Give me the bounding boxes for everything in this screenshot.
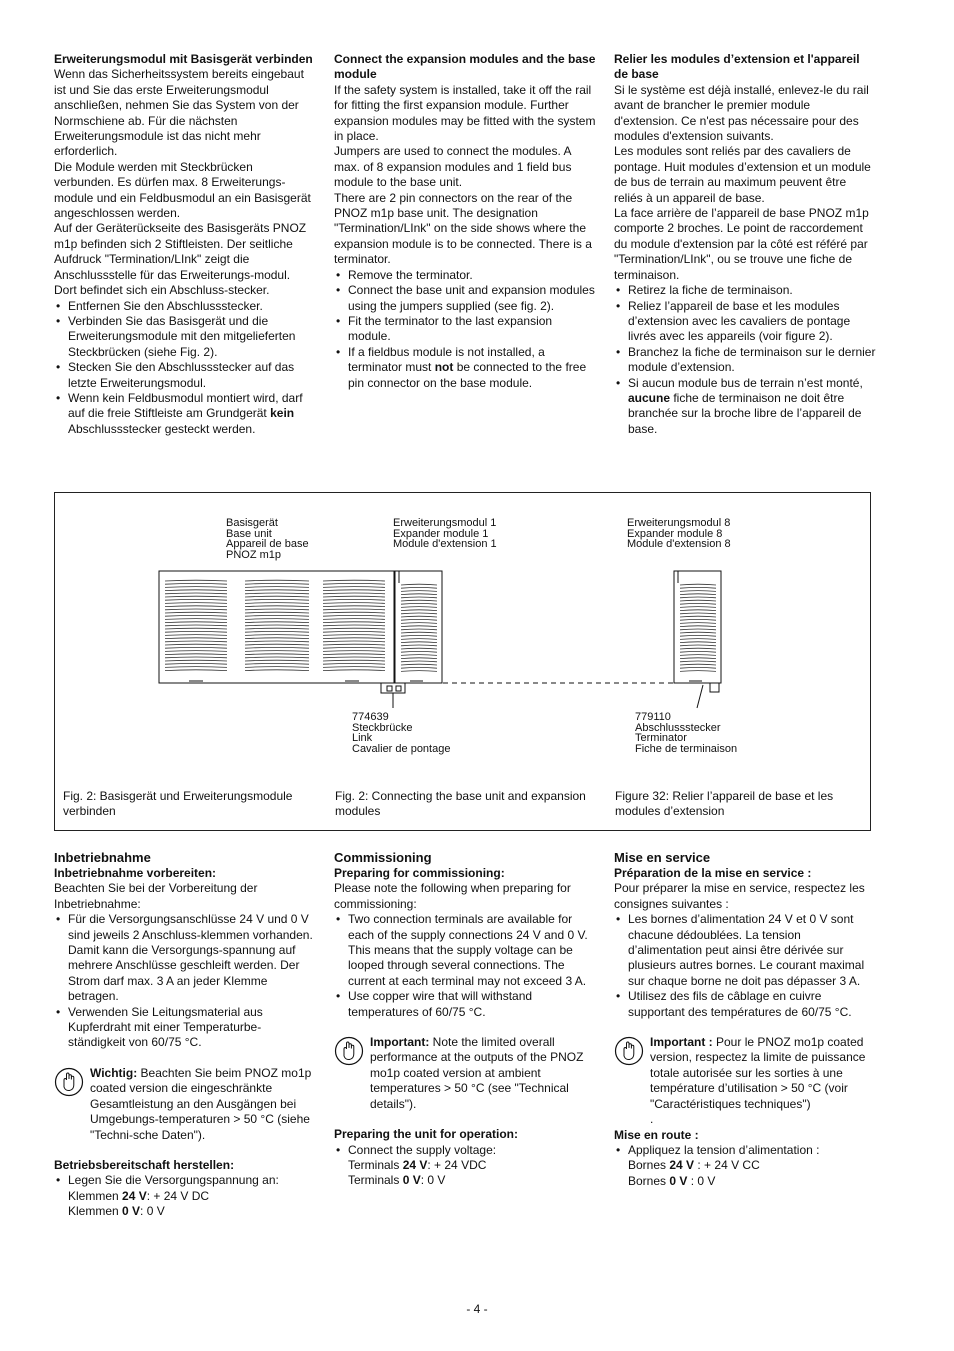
fr-note-text: Pour le PNOZ mo1p coated version, respectez la limite de puissance totale autorisée sur les sorties à une température d’utilisation > 50 °C (voir "Caractéristiques techniques") [650,1035,866,1111]
vent-slot [680,594,716,595]
en-connect-title: Connect the expansion modules and the base module [334,52,596,82]
label-line: Module d'extension 1 [393,538,497,550]
fr-ready-line-24v [628,1158,876,1173]
text: Klemmen [68,1188,123,1203]
list-item [334,345,596,391]
list-item [334,1143,596,1189]
vent-slot [680,623,716,624]
vent-slot [401,667,437,668]
vent-slot [245,612,309,613]
vent-slot [401,651,437,652]
vent-slot [680,639,716,640]
vent-slot [245,631,309,632]
vent-slot [401,648,437,649]
vent-slot [680,616,716,617]
fr-last-post: fiche de terminaison ne doit être branchée sur la broche libre de l’appareil de base. [628,390,862,436]
vent-slot [323,590,385,591]
vent-slot [680,645,716,646]
vent-slot [323,641,385,642]
text: : 0 V [140,1204,165,1219]
fr-prep-list [614,912,876,1020]
expansion-module-1-label [393,518,497,550]
fr-connect-list [614,283,876,437]
vent-slot [323,635,385,636]
de-connect-list [54,299,316,438]
vent-slot [323,628,385,629]
vent-slot [401,632,437,633]
de-connect-body2: Die Module werden mit Steckbrücken verbunden. Es dürfen max. 8 Erweiterungs-module und ein Feldbusmodul an ein Basisgerät angeschlossen werden. [54,159,311,221]
vent-slot [245,606,309,607]
vent-slot [401,594,437,595]
label-line: 779110 [635,711,671,723]
label-line: Terminator [635,732,687,744]
list-item: • Two connection terminals are available for each of the supply connections 24 V and 0 V. This means that the supply voltage can be looped through several connections. The current at each terminal may not exceed 3 A. [334,912,596,989]
vent-slot [401,642,437,643]
vent-slot [401,607,437,608]
vent-slot [401,645,437,646]
link-label [352,712,450,754]
text: Bornes [628,1158,670,1173]
en-connect-section [334,52,596,391]
en-important-note [334,1035,596,1112]
vent-slot [323,631,385,632]
vent-slot [323,615,385,616]
vent-slot [680,584,716,585]
text: : + 24 V CC [694,1158,760,1173]
vent-slot [245,657,309,658]
list-item [614,1143,876,1189]
de-ready-line-0v [68,1204,316,1219]
vent-slot [680,648,716,649]
en-ready-line-24v [348,1158,596,1173]
list-item [54,391,316,437]
fr-last-pre: Si aucun module bus de terrain n’est monté, [628,375,863,390]
vent-slot [165,654,227,655]
vent-slot [323,580,385,581]
de-connect-title: Erweiterungsmodul mit Basisgerät verbinden [54,52,313,66]
list-item [54,1173,316,1219]
vent-slot [401,610,437,611]
vent-slot [245,663,309,664]
vent-slot [323,596,385,597]
vent-slot [680,597,716,598]
vent-slot [165,622,227,623]
vent-slot [323,587,385,588]
vent-slot [401,664,437,665]
fr-note-label: Important : [650,1035,713,1050]
de-prep-title: Inbetriebnahme vorbereiten: [54,866,217,880]
en-note-text: Note the limited overall performance at the outputs of the PNOZ mo1p coated version at ambient temperatures > 50 °C (see "Technical details"). [370,1035,584,1111]
vent-slot [245,628,309,629]
vent-slot [401,629,437,630]
fr-connect-body3: La face arrière de l’appareil de base PNOZ m1p comporte 2 broches. Le point de raccordement du module d'extension par la côté est référé par "Termination/LInk", ou se trouve une fiche de terminaison. [614,206,869,282]
vent-slot [680,651,716,652]
vent-slot [245,619,309,620]
fr-commissioning-title: Mise en service [614,850,711,865]
vent-slot [323,609,385,610]
vent-slot [323,654,385,655]
label-line: Appareil de base [226,538,309,550]
vent-slot [680,664,716,665]
fr-connect-body: Si le système est déjà installé, enlevez-le du rail avant de brancher le premier module d'extension. Ce n'est pas nécessaire pour des modules d'extension suivants. [614,82,869,144]
label-line: Base unit [226,527,272,540]
vent-slot [323,660,385,661]
fr-important-note [614,1035,876,1127]
label-line: Erweiterungsmodul 8 [627,517,731,529]
vent-slot [323,647,385,648]
vent-slot [165,606,227,607]
hand-icon [54,1067,84,1097]
de-connect-body: Wenn das Sicherheitssystem bereits eingebaut ist und Sie das erste Erweiterungsmodul anschließen, nehmen Sie das System von der Normschiene ab. Für die nächsten Erweiterungsmodule ist das nicht mehr erforderlich. [54,67,304,159]
hand-icon [334,1036,364,1066]
vent-slot [680,591,716,592]
en-connect-list [334,268,596,391]
vent-slot [245,622,309,623]
vent-slot [401,635,437,636]
vent-slot [323,625,385,626]
en-connect-body3: There are 2 pin connectors on the rear of the PNOZ m1p base unit. The designation "Termination/LInk" on the side shows where the expansion module is to be connected. There is a terminator. [334,190,592,267]
vent-slot [680,587,716,588]
fr-ready-line-0v [628,1174,876,1189]
vent-slot [165,625,227,626]
vent-slot [323,667,385,668]
en-commissioning-section [334,849,596,1189]
label-line: Expander module 8 [627,527,723,540]
de-prep-body: Beachten Sie bei der Vorbereitung der Inbetriebnahme: [54,881,258,911]
terminator-label [635,712,737,754]
de-ready-title: Betriebsbereitschaft herstellen: [54,1157,235,1172]
list-item: • Verwenden Sie Leitungsmaterial aus Kupferdraht mit einer Temperaturbe-ständigkeit von 60/75 °C. [54,1005,316,1051]
vent-slot [680,671,716,672]
de-ready-line-24v [68,1189,316,1204]
vent-slot [245,654,309,655]
vent-slot [165,619,227,620]
vent-slot [680,661,716,662]
fr-connect-body2: Les modules sont reliés par des cavaliers de pontage. Huit modules d’extension et un module de bus de terrain au maximum peuvent être reliés à un appareil de base. [614,144,871,205]
label-line: Link [352,732,373,744]
text: Klemmen [68,1204,123,1219]
vent-slot [165,670,227,671]
de-commissioning-title: Inbetriebnahme [54,850,151,865]
vent-slot [401,671,437,672]
figure-box [54,492,871,831]
en-connect-body2: Jumpers are used to connect the modules. A max. of 8 expansion modules and 1 field bus module to the base unit. [334,144,572,190]
vent-slot [165,635,227,636]
figure-caption-de: Fig. 2: Basisgerät und Erweiterungsmodule verbinden [63,789,293,819]
en-ready-list [334,1143,596,1189]
vent-slot [401,603,437,604]
en-prep-title: Preparing for commissioning: [334,866,505,880]
vent-slot [165,651,227,652]
label-line: Abschlussstecker [635,721,721,734]
vent-slot [323,663,385,664]
base-unit-label [226,518,309,560]
list-item: • Les bornes d’alimentation 24 V et 0 V sont chacune dédoublées. La tension d’alimentation peut ainsi être dérivée sur plusieurs autres bornes. Le courant maximal sur chaque borne ne doit pas dépasser 3 A. [614,912,876,989]
list-item: • Branchez la fiche de terminaison sur le dernier module d’extension. [614,345,876,376]
vent-slot [165,663,227,664]
label-line: Fiche de terminaison [635,742,738,755]
text: Terminals [348,1157,403,1172]
label-line: Basisgerät [226,517,278,529]
figure-caption-en: Fig. 2: Connecting the base unit and expansion modules [335,789,586,819]
label-line: Erweiterungsmodul 1 [393,517,497,529]
vent-slot [245,615,309,616]
vent-slot [680,658,716,659]
vent-slot [165,631,227,632]
vent-slot [680,607,716,608]
vent-slot [323,583,385,584]
list-item: • Utilisez des fils de câblage en cuivre supportant des températures de 60/75 °C. [614,989,876,1020]
vent-slot [680,642,716,643]
vent-slot [245,644,309,645]
list-item: • Entfernen Sie den Abschlussstecker. [54,299,316,314]
vent-slot [165,657,227,658]
vent-slot [245,641,309,642]
figure-caption-fr: Figure 32: Relier l’appareil de base et les modules d’extension [615,789,834,819]
en-ready-title: Preparing the unit for operation: [334,1127,519,1142]
vent-slot [401,600,437,601]
fr-last-bold: aucune [628,390,671,405]
text: 24 V [669,1158,695,1173]
label-line: PNOZ m1p [226,548,282,561]
de-connect-section [54,52,316,437]
vent-slot [165,615,227,616]
expansion-module-8-label [627,518,731,550]
vent-slot [680,619,716,620]
en-prep-body: Please note the following when preparing for commissioning: [334,881,571,911]
vent-slot [165,644,227,645]
label-line: Cavalier de pontage [352,742,451,755]
vent-slot [323,599,385,600]
vent-slot [680,610,716,611]
fr-commissioning-section [614,849,876,1189]
vent-slot [165,609,227,610]
vent-slot [323,638,385,639]
list-item: • Reliez l’appareil de base et les modules d’extension avec les cavaliers de pontage livrés avec les appareils (voir figure 2). [614,299,876,345]
vent-slot [245,609,309,610]
de-last-bold: kein [270,406,295,421]
vent-slot [245,587,309,588]
de-note-label: Wichtig: [90,1065,138,1080]
de-important-note [54,1066,316,1143]
page-number: - 4 - [466,1302,488,1316]
de-ready-list [54,1173,316,1219]
vent-slot [165,590,227,591]
vent-slot [245,638,309,639]
vent-slot [165,603,227,604]
text: Terminals [348,1173,403,1188]
text: : + 24 VDC [427,1157,487,1172]
vent-slot [401,616,437,617]
hand-icon [614,1036,644,1066]
fr-note-dot: . [650,1112,654,1127]
text: 24 V [122,1188,147,1203]
fr-ready-title: Mise en route : [614,1127,699,1142]
text: : + 24 V DC [146,1188,210,1203]
de-note-text: Beachten Sie beim PNOZ mo1p coated version die eingeschränkte Gesamtleistung an den Ausgängen bei Umgebungs-temperaturen > 50 °C (siehe "Techni-sche Daten"). [90,1065,312,1142]
vent-slot [401,587,437,588]
vent-slot [245,580,309,581]
en-ready-line-0v [348,1173,596,1188]
vent-slot [323,606,385,607]
vent-slot [401,639,437,640]
vent-slot [323,603,385,604]
terminator-plug [710,683,719,692]
vent-slot [323,612,385,613]
vent-slot [165,596,227,597]
vent-slot [323,644,385,645]
list-item: • Retirez la fiche de terminaison. [614,283,876,298]
label-line: Expander module 1 [393,527,489,540]
en-note-label: Important: [370,1035,430,1050]
vent-slot [245,596,309,597]
list-item: • Stecken Sie den Abschlussstecker auf das letzte Erweiterungsmodul. [54,360,316,391]
de-prep-list [54,912,316,1051]
vent-slot [165,612,227,613]
de-commissioning-section [54,849,316,1220]
vent-slot [165,587,227,588]
vent-slot [245,583,309,584]
vent-slot [245,651,309,652]
fr-prep-body: Pour préparer la mise en service, respectez les consignes suivantes : [614,881,865,911]
vent-slot [680,667,716,668]
vent-slot [680,613,716,614]
vent-slot [245,593,309,594]
vent-slot [680,632,716,633]
label-line: Module d'extension 8 [627,538,731,550]
list-item: • Für die Versorgungsanschlüsse 24 V und 0 V sind jeweils 2 Anschluss-klemmen vorhanden. Damit kann die Versorgungs-spannung auf mehrere Anschlüsse geschleift werden. Der Strom darf max. 3 A an jeder Klemme betragen. [54,912,316,1004]
vent-slot [245,590,309,591]
vent-slot [680,603,716,604]
list-item: • Fit the terminator to the last expansion module. [334,314,596,345]
text: : 0 V [687,1173,716,1188]
vent-slot [401,623,437,624]
text: Bornes [628,1173,670,1188]
fr-prep-title: Préparation de la mise en service : [614,866,812,880]
vent-slot [245,667,309,668]
vent-slot [680,600,716,601]
vent-slot [401,661,437,662]
text: 0 V [402,1173,421,1188]
vent-slot [680,629,716,630]
list-item [614,376,876,438]
label-line: Steckbrücke [352,721,413,734]
vent-slot [401,613,437,614]
de-last-post: Abschlussstecker gesteckt werden. [68,421,256,436]
label-line: 774639 [352,711,389,723]
vent-slot [245,603,309,604]
vent-slot [165,638,227,639]
vent-slot [401,655,437,656]
vent-slot [323,622,385,623]
en-prep-list [334,912,596,1020]
vent-slot [401,619,437,620]
de-connect-body3: Auf der Geräterückseite des Basisgeräts PNOZ m1p befinden sich 2 Stiftleisten. Der seitliche Aufdruck "Termination/LInk" zeigt die Anschlussstelle für das Erweiterungs-modul. Dort befindet sich ein Abschluss-stecker. [54,221,307,298]
vent-slot [401,626,437,627]
vent-slot [401,597,437,598]
en-commissioning-title: Commissioning [334,850,432,865]
vent-slot [680,635,716,636]
text: 24 V [402,1157,428,1172]
en-last-bold: not [434,360,454,375]
fr-connect-title: Relier les modules d’extension et l'appareil de base [614,52,860,82]
vent-slot [323,657,385,658]
vent-slot [401,584,437,585]
vent-slot [323,651,385,652]
vent-slot [165,647,227,648]
list-item: • Remove the terminator. [334,268,596,283]
vent-slot [165,667,227,668]
vent-slot [165,583,227,584]
vent-slot [245,647,309,648]
vent-slot [323,619,385,620]
vent-slot [165,628,227,629]
text: 0 V [122,1204,141,1219]
de-ready-item: • Legen Sie die Versorgungspannung an: [68,1173,279,1188]
vent-slot [245,635,309,636]
en-last-post: be connected to the free pin connector on the base module. [348,360,587,390]
vent-slot [245,599,309,600]
text: 0 V [669,1173,688,1188]
fr-ready-item: • Appliquez la tension d’alimentation : [628,1142,820,1157]
text: : 0 V [420,1173,446,1188]
list-item: • Verbinden Sie das Basisgerät und die Erweiterungsmodule mit den mitgelieferten Steckbrücken (siehe Fig. 2). [54,314,316,360]
vent-slot [401,658,437,659]
base-unit-housing [159,571,394,683]
vent-slot [245,625,309,626]
en-last-pre: If a fieldbus module is not installed, a terminator must [348,344,545,375]
vent-slot [165,660,227,661]
en-ready-item: • Connect the supply voltage: [348,1142,497,1157]
vent-slot [165,641,227,642]
vent-slot [323,593,385,594]
vent-slot [245,660,309,661]
fr-ready-list [614,1143,876,1189]
vent-slot [245,670,309,671]
en-connect-body: If the safety system is installed, take it off the rail for fitting the first expansion module. Further expansion modules may be fitted with the system in place. [334,82,596,144]
fr-connect-section [614,52,876,437]
vent-slot [401,591,437,592]
list-item: • Use copper wire that will withstand temperatures of 60/75 °C. [334,989,596,1020]
list-item: • Connect the base unit and expansion modules using the jumpers supplied (see fig. 2). [334,283,596,314]
vent-slot [323,670,385,671]
vent-slot [680,626,716,627]
vent-slot [165,580,227,581]
vent-slot [165,599,227,600]
vent-slot [165,593,227,594]
de-last-pre: Wenn kein Feldbusmodul montiert wird, darf auf die freie Stiftleiste am Grundgerät [68,390,303,421]
vent-slot [680,655,716,656]
